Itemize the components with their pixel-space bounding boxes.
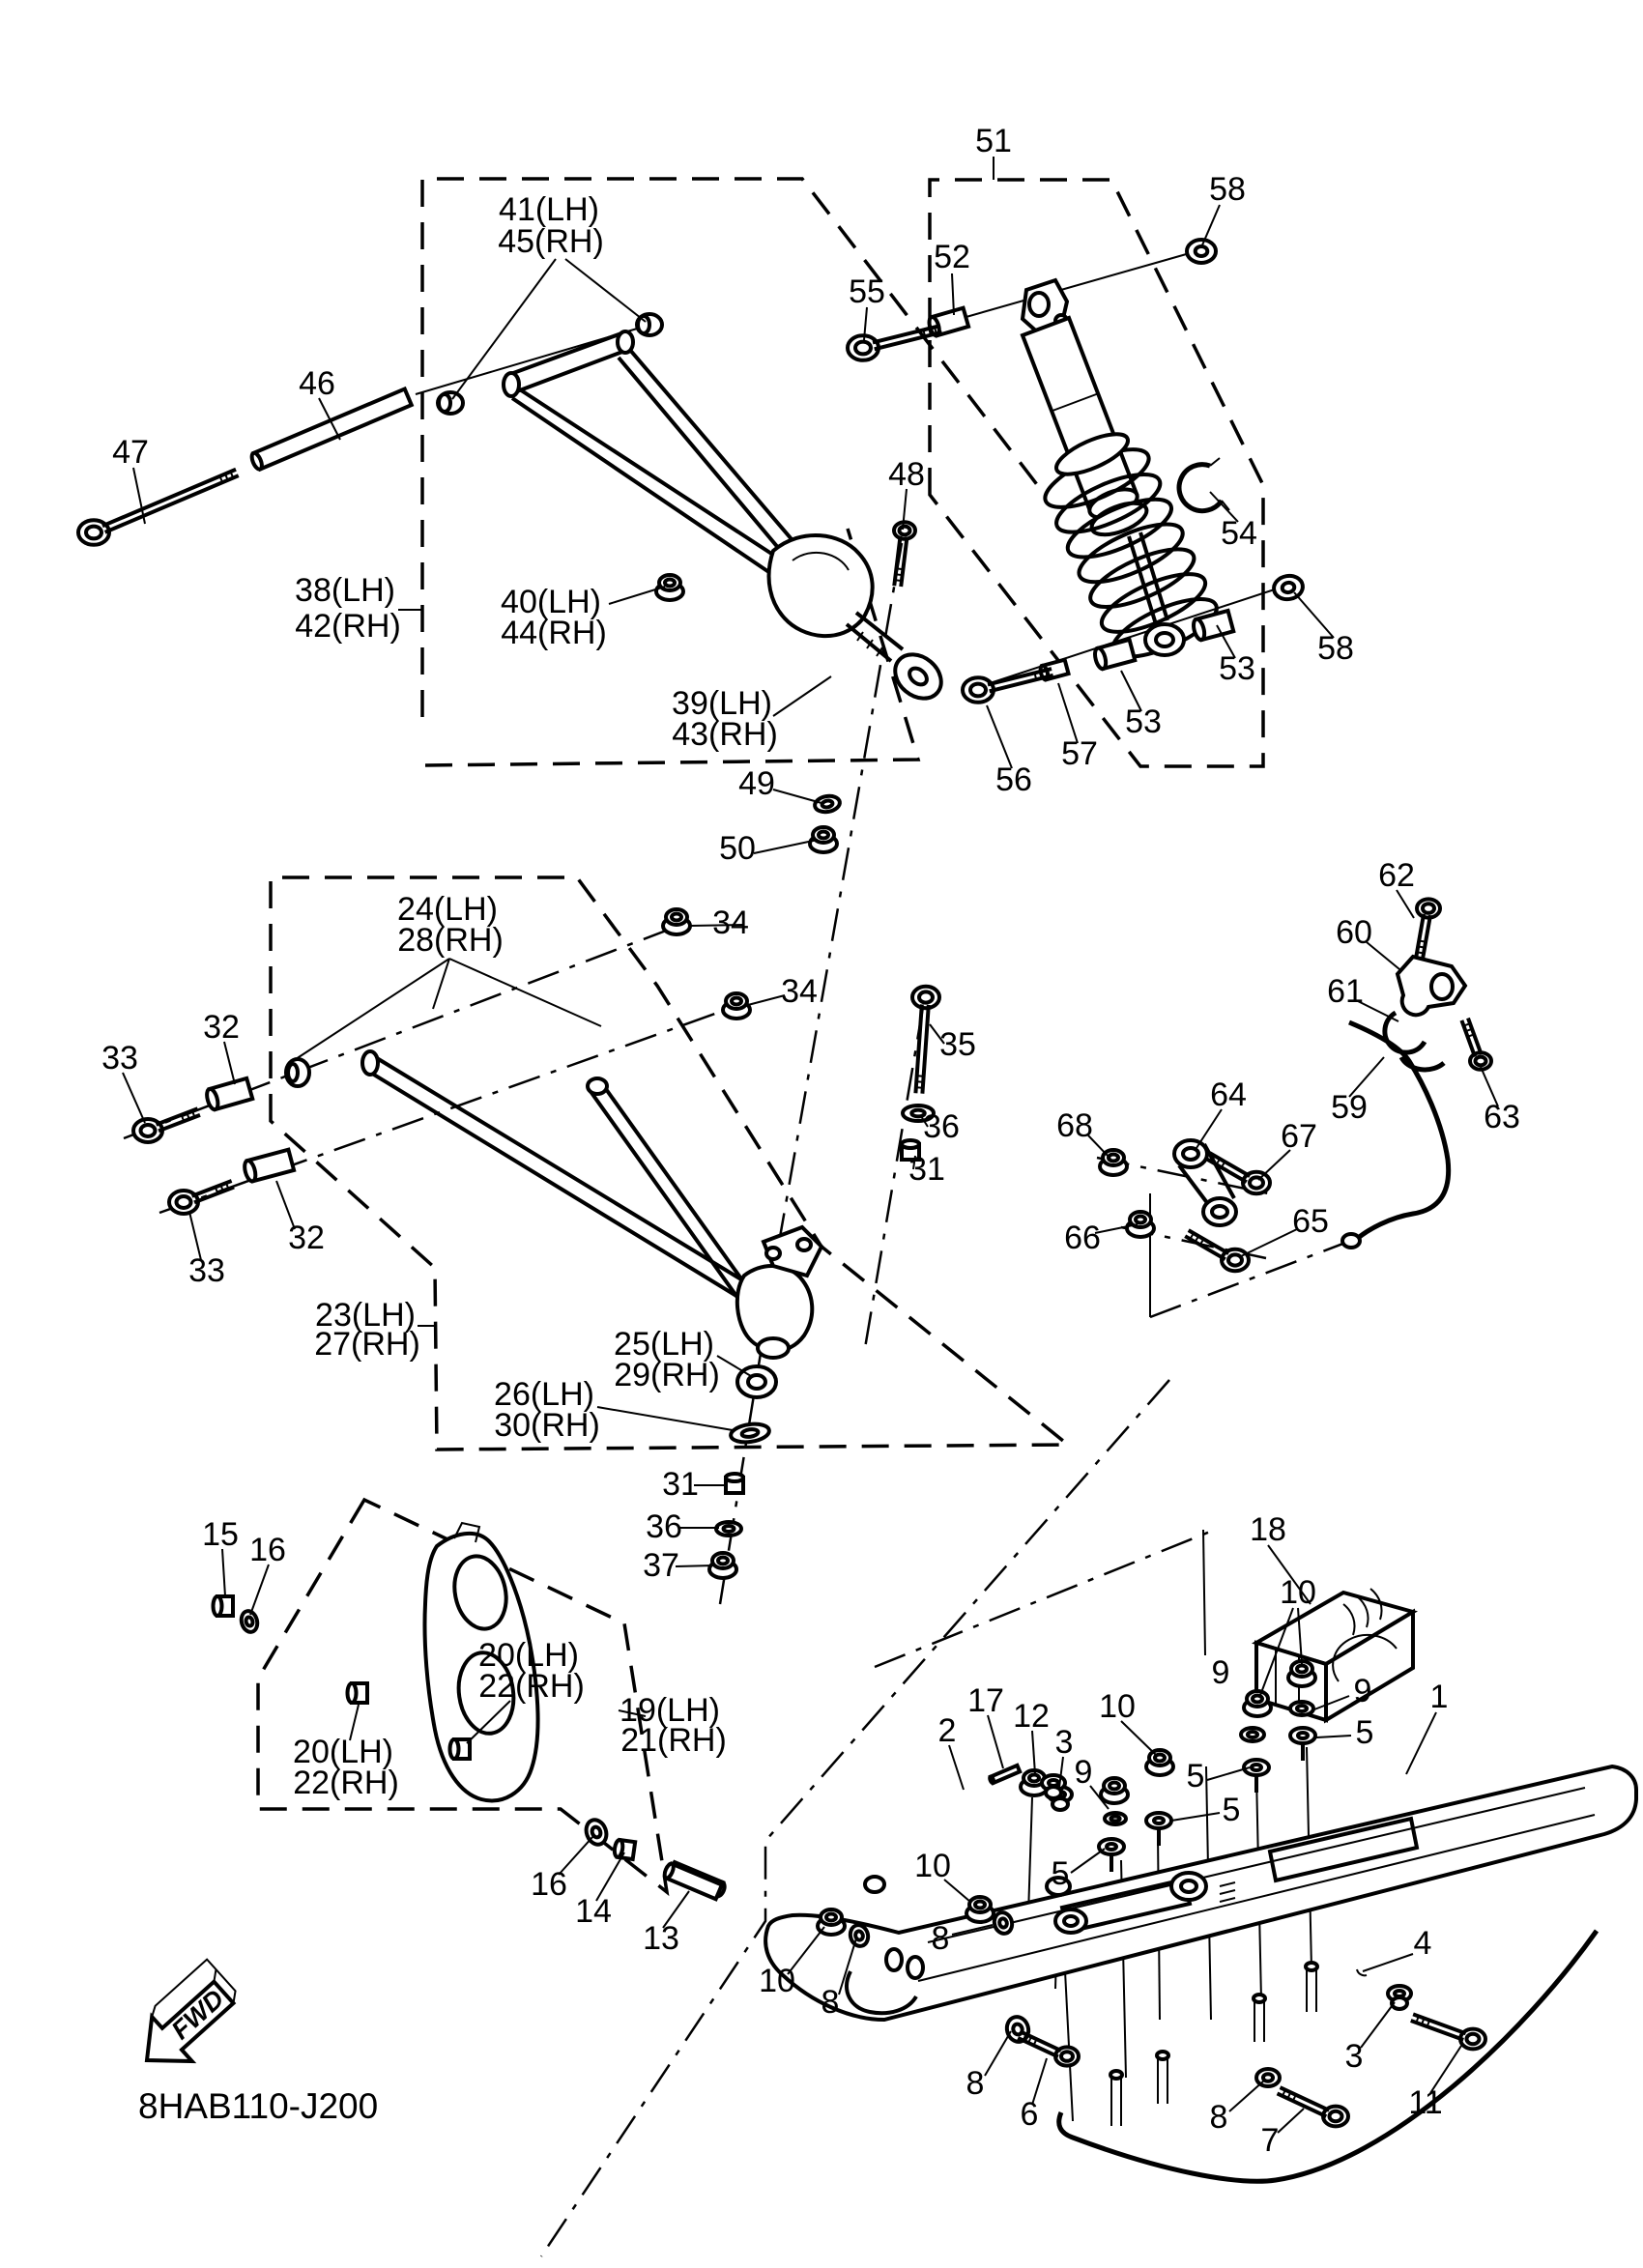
- flathead-screw: [1146, 1813, 1171, 1828]
- part-label-36: 36: [923, 1107, 960, 1145]
- part-label-9: 9: [1074, 1753, 1093, 1791]
- bolt-shaft: [192, 1181, 235, 1202]
- leader-line: [449, 959, 601, 1026]
- spacer-end: [450, 1739, 459, 1759]
- part-label-44RH: 44(RH): [501, 614, 607, 651]
- part-label-10: 10: [759, 1962, 795, 1999]
- fwd-text: FWD: [165, 1983, 230, 2046]
- part-label-43RH: 43(RH): [672, 715, 778, 753]
- washer-hole: [1263, 2074, 1273, 2081]
- leader-line: [676, 1565, 714, 1566]
- part-label-22RH: 22(RH): [293, 1764, 399, 1801]
- part-label-48: 48: [888, 455, 925, 493]
- part-label-10: 10: [914, 1847, 951, 1884]
- part-label-31: 31: [908, 1150, 945, 1188]
- part-label-33: 33: [101, 1039, 138, 1077]
- washer-hole: [1196, 246, 1208, 256]
- part-label-47: 47: [112, 433, 149, 471]
- bolt-head: [848, 335, 879, 360]
- part-label-50: 50: [719, 829, 756, 867]
- part-label-40LH: 40(LH): [501, 583, 601, 620]
- washer-hole: [1248, 1732, 1257, 1737]
- part-label-21RH: 21(RH): [620, 1721, 727, 1759]
- leader-line: [754, 840, 818, 853]
- leader-line: [433, 959, 449, 1009]
- leader-line: [985, 2031, 1011, 2076]
- nut-hole: [1155, 1755, 1165, 1762]
- washer-hole: [741, 1428, 759, 1438]
- part-label-32: 32: [288, 1219, 325, 1256]
- washer-hole: [1282, 582, 1295, 593]
- leader-line: [1032, 1731, 1035, 1774]
- part-label-15: 15: [202, 1515, 239, 1553]
- part-label-1: 1: [1429, 1678, 1449, 1715]
- nut-hole: [672, 914, 681, 921]
- nut-hole: [665, 580, 675, 587]
- part-label-52: 52: [934, 238, 970, 275]
- leader-line: [1316, 1736, 1351, 1737]
- part-label-22RH: 22(RH): [478, 1667, 585, 1705]
- leader-line: [1363, 1954, 1413, 1971]
- part-label-65: 65: [1292, 1202, 1329, 1240]
- nut-hole: [732, 998, 741, 1005]
- part-label-8: 8: [966, 2064, 985, 2102]
- part-label-8: 8: [1209, 2098, 1228, 2136]
- part-label-66: 66: [1064, 1219, 1101, 1256]
- part-label-16: 16: [531, 1865, 567, 1903]
- part-label-8: 8: [821, 1983, 840, 2021]
- part-label-10: 10: [1099, 1687, 1136, 1725]
- bolt-head: [963, 677, 994, 703]
- part-label-3: 3: [1344, 2037, 1364, 2075]
- leader-line: [565, 259, 646, 322]
- part-label-19LH: 19(LH): [620, 1691, 720, 1729]
- part-label-20LH: 20(LH): [293, 1733, 393, 1770]
- part-label-36: 36: [646, 1507, 682, 1545]
- part-label-49: 49: [738, 764, 775, 802]
- leader-line: [1229, 2081, 1264, 2111]
- nut-hole: [819, 832, 828, 839]
- leader-line: [1397, 890, 1414, 918]
- part-label-2: 2: [937, 1711, 957, 1749]
- collar-hole: [1049, 1780, 1058, 1786]
- part-label-26LH: 26(LH): [494, 1375, 594, 1413]
- leader-line: [1361, 2002, 1395, 2048]
- part-label-14: 14: [575, 1892, 612, 1930]
- nut-hole: [1297, 1666, 1307, 1673]
- nut-hole: [1110, 1783, 1119, 1790]
- part-label-33: 33: [188, 1251, 225, 1289]
- leader-line: [222, 1549, 225, 1596]
- part-label-24LH: 24(LH): [397, 890, 498, 928]
- spacer-end: [902, 1140, 919, 1148]
- leader-line: [1358, 1001, 1398, 1021]
- part-label-9: 9: [1353, 1672, 1372, 1709]
- spacer-end: [348, 1683, 357, 1703]
- part-label-53: 53: [1219, 649, 1255, 687]
- bolt-shaft: [894, 536, 907, 587]
- leader-line: [744, 995, 785, 1006]
- leader-line: [987, 705, 1012, 768]
- part-label-28RH: 28(RH): [397, 921, 504, 959]
- part-label-32: 32: [203, 1008, 240, 1046]
- diagram-code: 8HAB110-J200: [138, 2086, 379, 2126]
- part-label-64: 64: [1210, 1076, 1247, 1113]
- leader-line: [1171, 1813, 1220, 1821]
- part-label-58: 58: [1209, 170, 1246, 208]
- leader-line: [224, 1042, 235, 1084]
- leader-line: [1058, 683, 1078, 743]
- flathead-screw: [1099, 1839, 1124, 1854]
- part-label-10: 10: [1280, 1573, 1316, 1611]
- part-label-51: 51: [975, 122, 1012, 159]
- part-label-13: 13: [643, 1919, 679, 1957]
- shock-absorber-drawing: [1023, 280, 1229, 669]
- part-label-4: 4: [1413, 1924, 1432, 1962]
- nut-hole: [1029, 1775, 1039, 1782]
- part-label-68: 68: [1056, 1106, 1093, 1144]
- ski-assembly-drawing: [765, 1589, 1636, 2181]
- part-label-23LH: 23(LH): [315, 1296, 416, 1334]
- spacer-end: [989, 1776, 994, 1784]
- part-label-41LH: 41(LH): [499, 190, 599, 228]
- washer-hole: [245, 1617, 254, 1627]
- collar-body: [1046, 1787, 1061, 1798]
- part-label-62: 62: [1378, 856, 1415, 894]
- washer-hole: [822, 800, 833, 809]
- part-label-3: 3: [1054, 1723, 1074, 1761]
- part-label-5: 5: [1186, 1757, 1205, 1794]
- part-label-17: 17: [967, 1681, 1004, 1719]
- part-label-39LH: 39(LH): [672, 684, 772, 722]
- part-label-6: 6: [1020, 2095, 1039, 2133]
- part-label-54: 54: [1221, 514, 1257, 552]
- part-label-61: 61: [1327, 972, 1364, 1010]
- part-label-56: 56: [995, 761, 1032, 798]
- collar-hole: [1395, 1991, 1404, 1996]
- part-label-55: 55: [849, 273, 885, 310]
- nut-hole: [1136, 1217, 1145, 1223]
- part-label-58: 58: [1317, 629, 1354, 667]
- leader-line: [1207, 1767, 1250, 1780]
- part-label-8: 8: [931, 1919, 950, 1957]
- part-label-5: 5: [1051, 1854, 1070, 1892]
- part-label-9: 9: [1211, 1653, 1230, 1691]
- part-label-25LH: 25(LH): [614, 1325, 714, 1363]
- part-label-20LH: 20(LH): [478, 1636, 579, 1674]
- part-label-5: 5: [1355, 1713, 1374, 1751]
- part-label-46: 46: [299, 364, 335, 402]
- part-label-37: 37: [643, 1546, 679, 1584]
- spacer-end: [726, 1474, 743, 1481]
- leader-line: [949, 1745, 964, 1790]
- part-label-27RH: 27(RH): [314, 1325, 420, 1363]
- part-label-42RH: 42(RH): [295, 607, 401, 645]
- flathead-screw: [1290, 1728, 1315, 1743]
- leader-line: [952, 273, 954, 315]
- bolt-shaft: [915, 1004, 928, 1093]
- part-label-60: 60: [1336, 913, 1372, 951]
- bolt-shaft: [102, 470, 239, 532]
- spacer-end: [214, 1596, 222, 1616]
- part-label-63: 63: [1484, 1098, 1520, 1135]
- leader-line: [1121, 1721, 1156, 1755]
- part-label-35: 35: [939, 1025, 976, 1063]
- part-label-53: 53: [1125, 703, 1162, 740]
- washer-hole: [1110, 1816, 1119, 1821]
- part-label-59: 59: [1331, 1088, 1368, 1126]
- part-label-34: 34: [712, 904, 749, 941]
- bolt-shaft: [1411, 2014, 1466, 2039]
- leader-line: [773, 676, 831, 716]
- leader-line: [123, 1073, 145, 1123]
- part-label-34: 34: [781, 972, 818, 1010]
- fwd-arrow: [124, 1960, 251, 2083]
- leader-line: [773, 789, 822, 803]
- washer-hole: [1297, 1706, 1307, 1711]
- bolt-head: [912, 987, 939, 1008]
- nut-hole: [975, 1902, 985, 1909]
- part-label-30RH: 30(RH): [494, 1406, 600, 1444]
- part-label-67: 67: [1281, 1117, 1317, 1155]
- leader-line: [133, 468, 145, 524]
- part-label-57: 57: [1061, 734, 1098, 772]
- nut-hole: [718, 1558, 728, 1565]
- washer-hole: [998, 1918, 1008, 1929]
- part-label-7: 7: [1260, 2121, 1280, 2159]
- leader-line: [717, 1356, 751, 1376]
- part-label-31: 31: [662, 1465, 699, 1503]
- part-label-18: 18: [1250, 1510, 1286, 1548]
- part-label-5: 5: [1222, 1791, 1241, 1828]
- part-label-45RH: 45(RH): [498, 222, 604, 260]
- leader-line: [1195, 1109, 1222, 1151]
- leader-line: [1241, 1229, 1297, 1256]
- part-label-11: 11: [1408, 2083, 1443, 2121]
- leader-line: [1406, 1712, 1436, 1774]
- part-label-29RH: 29(RH): [614, 1356, 720, 1393]
- part-label-12: 12: [1013, 1697, 1050, 1735]
- part-label-16: 16: [249, 1531, 286, 1568]
- leader-line: [1278, 2109, 1304, 2133]
- nut-hole: [826, 1914, 836, 1921]
- leader-line: [1071, 1849, 1105, 1873]
- leader-line: [250, 1565, 269, 1615]
- part-label-38LH: 38(LH): [295, 571, 395, 609]
- leader-line: [597, 1407, 733, 1430]
- washer-hole: [724, 1526, 735, 1532]
